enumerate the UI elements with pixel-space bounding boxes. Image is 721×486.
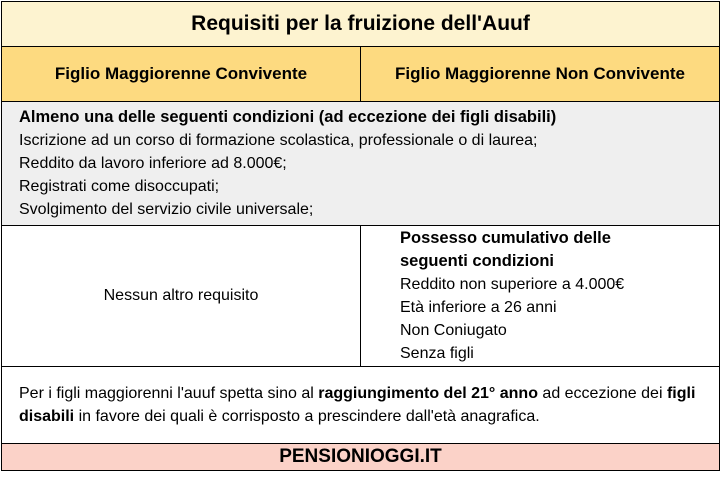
age-limit-note <box>2 367 720 444</box>
common-conditions-cell <box>2 102 720 226</box>
requirement-item: Senza figli <box>400 345 474 362</box>
convivente-requirement: Nessun altro requisito <box>2 226 361 367</box>
table-title: Requisiti per la fruizione dell'Auuf <box>2 2 720 47</box>
condition-item: Svolgimento del servizio civile universale; <box>19 201 314 218</box>
source-footer: PENSIONIOGGI.IT <box>2 444 720 471</box>
condition-item: Registrati come disoccupati; <box>19 178 220 195</box>
non-convivente-heading: Possesso cumulativo delle <box>400 229 611 247</box>
common-conditions-heading: Almeno una delle seguenti condizioni (ad eccezione dei figli disabili) <box>19 108 557 126</box>
note-text: Per i figli maggiorenni l'auuf spetta sino al <box>19 384 319 402</box>
note-emphasis: raggiungimento del 21° anno <box>318 384 538 402</box>
note-text: ad eccezione dei <box>537 384 667 402</box>
non-convivente-requirements <box>361 226 720 367</box>
note-text: in favore dei quali è corrisposto a prescindere dall'età anagrafica. <box>74 408 540 425</box>
requirement-item: Reddito non superiore a 4.000€ <box>400 276 625 293</box>
requirements-table <box>1 1 720 471</box>
note-emphasis: figli disabili <box>19 384 696 425</box>
non-convivente-heading: seguenti condizioni <box>400 252 555 270</box>
column-header-non-convivente: Figlio Maggiorenne Non Convivente <box>361 47 720 102</box>
requirement-item: Non Coniugato <box>400 322 507 339</box>
requirement-item: Età inferiore a 26 anni <box>400 299 557 316</box>
condition-item: Iscrizione ad un corso di formazione scolastica, professionale o di laurea; <box>19 132 538 149</box>
column-header-convivente: Figlio Maggiorenne Convivente <box>2 47 361 102</box>
condition-item: Reddito da lavoro inferiore ad 8.000€; <box>19 155 287 172</box>
